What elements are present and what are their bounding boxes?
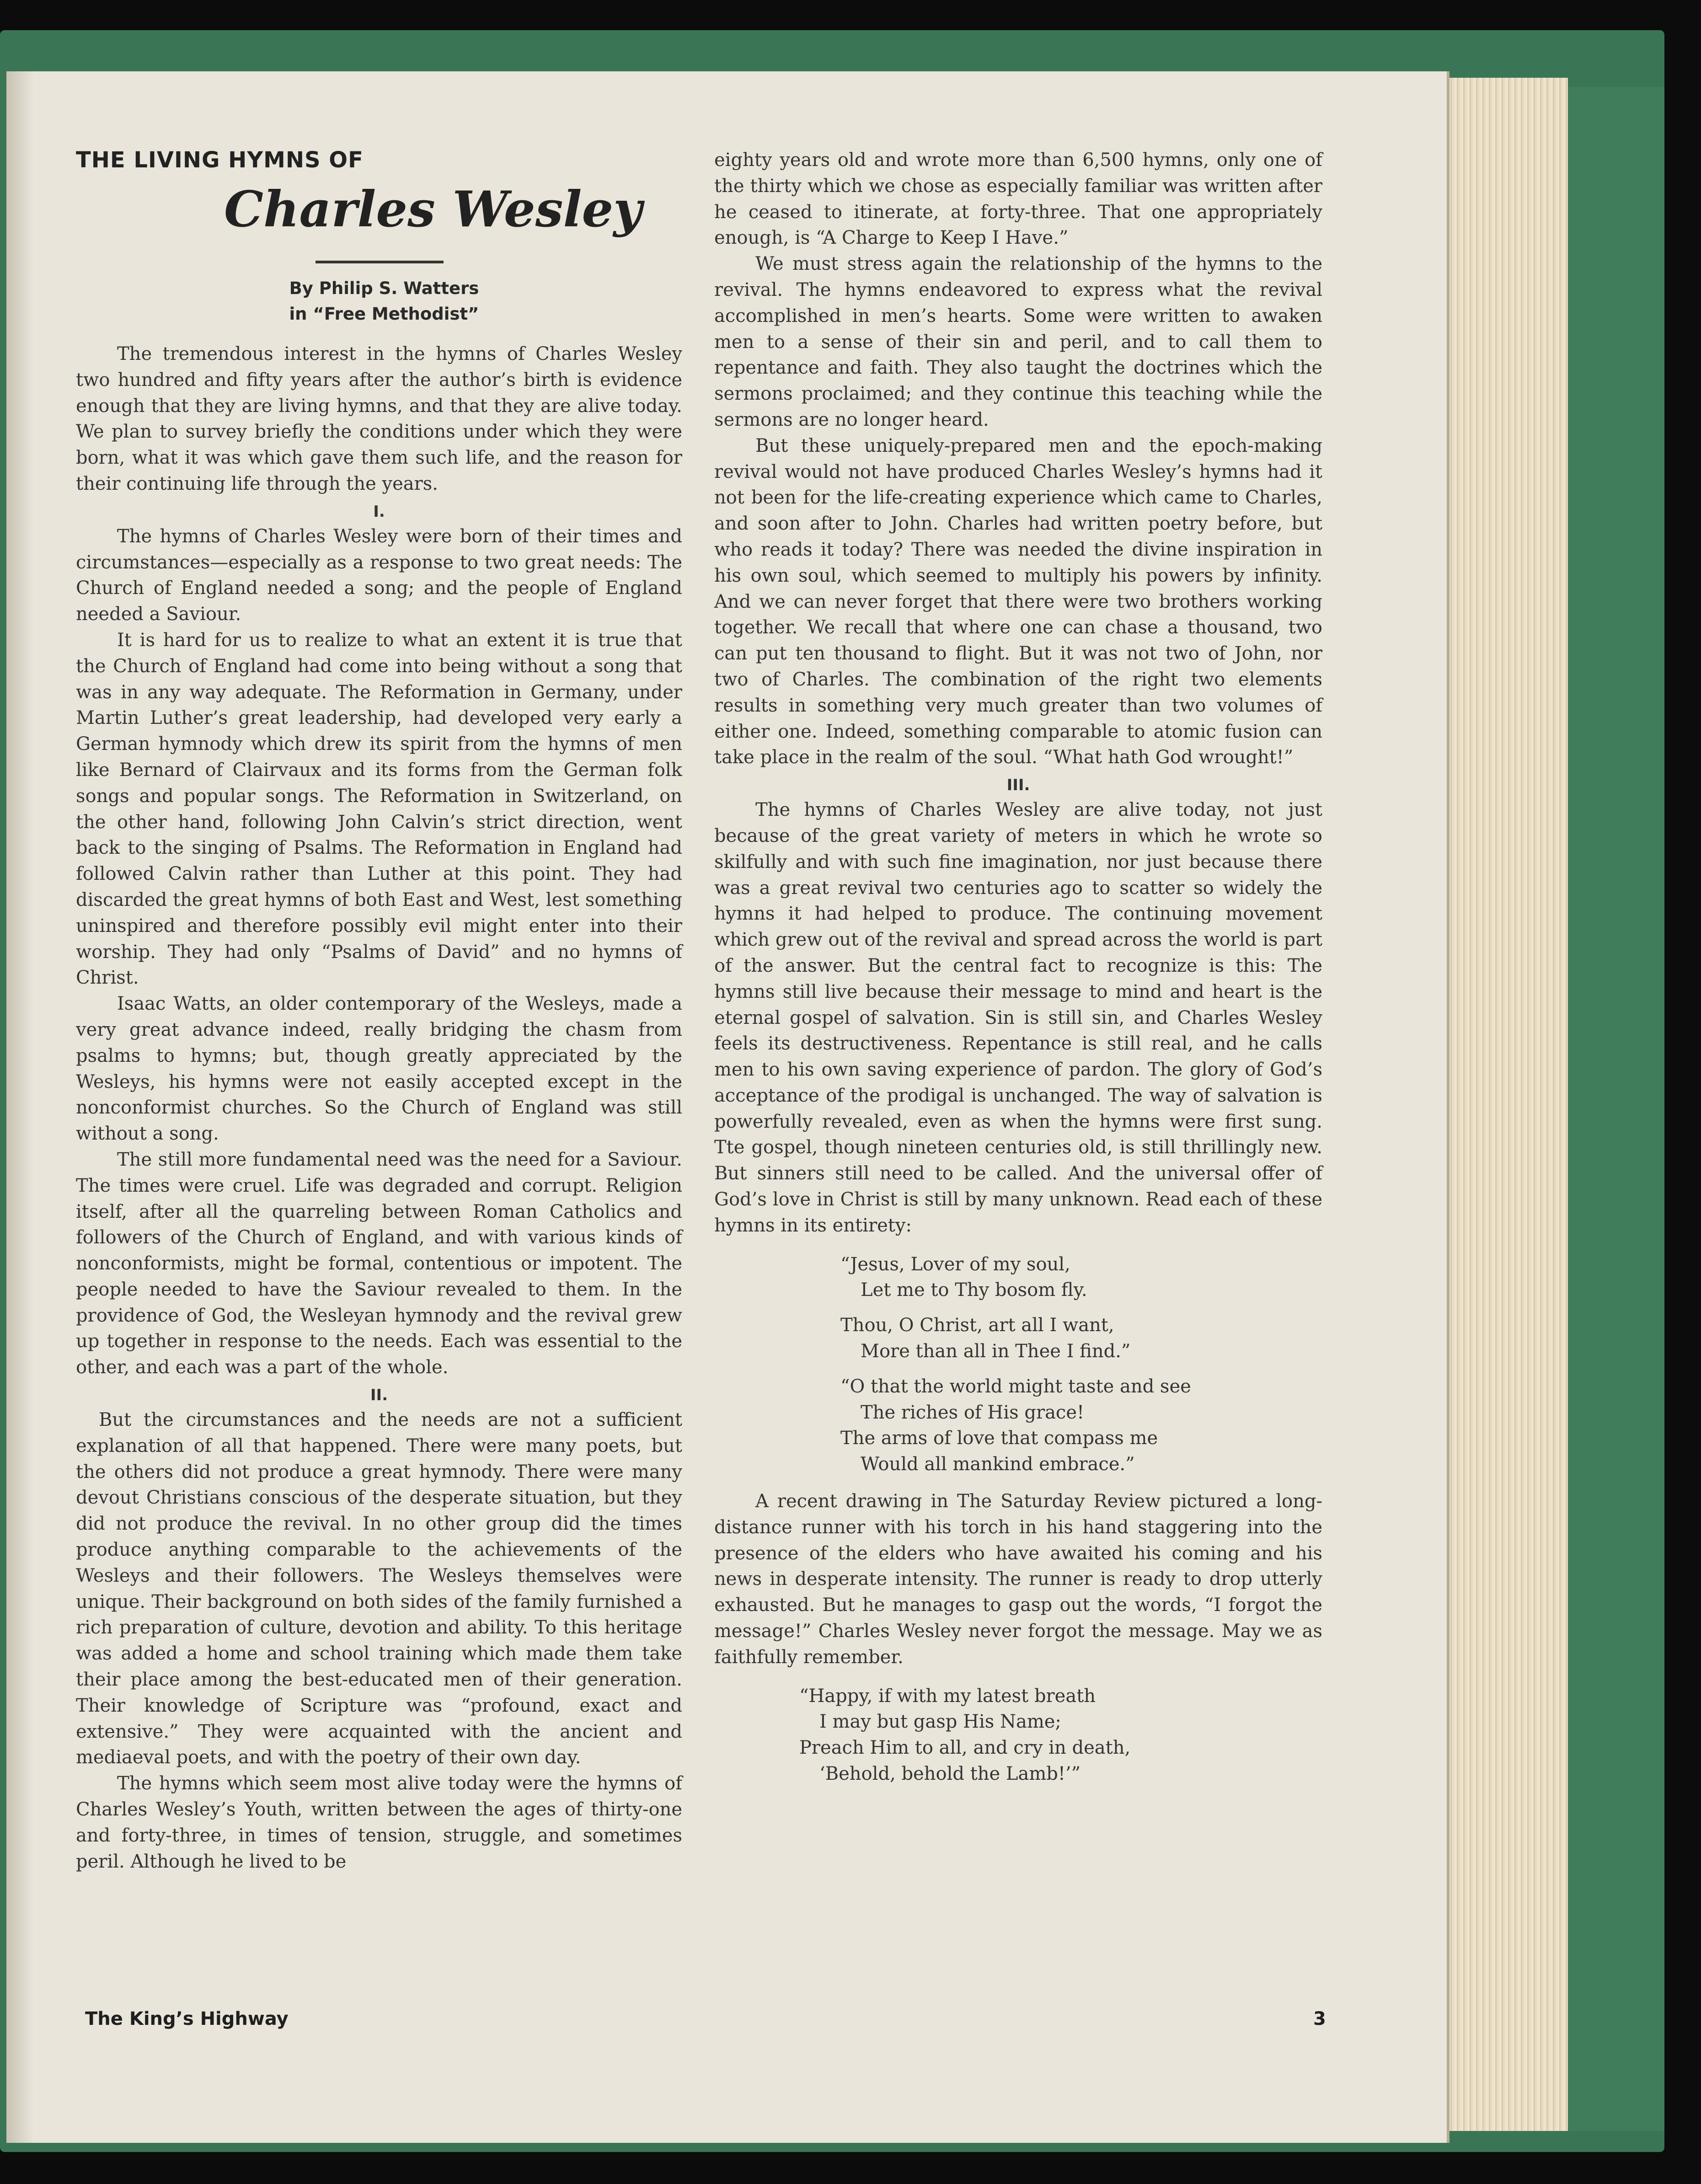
paragraph: eighty years old and wrote more than 6,500 hymns, only one of the thirty which we chose as especially familiar was written after he ceased to itinerate, at forty-three. That one appropriately enough, is “A Charge to Keep I Have.” (714, 150, 1322, 249)
paragraph: A recent drawing in The Saturday Review pictured a long-distance runner with his torch in his hand staggering into the presence of the elders who have awaited his coming and his news in desperate intensity. The runner is ready to drop utterly exhausted. But he manages to gasp out the words, “I forgot the message!” Charles Wesley never forgot the message. May we as faithfully remember. (714, 1491, 1322, 1668)
hymn-quote (714, 1683, 1322, 1787)
left-column (76, 341, 682, 1874)
page-number: 3 (1313, 2008, 1326, 2029)
poem-line: The riches of His grace! (861, 1402, 1085, 1423)
paragraph: The hymns which seem most alive today were the hymns of Charles Wesley’s Youth, written between the ages of thirty-one and forty-three, in times of tension, struggle, and sometimes peril. Although he lived to be (76, 1773, 682, 1872)
section-heading: III. (1006, 776, 1030, 795)
stanza (714, 1374, 1322, 1477)
stanza (714, 1252, 1322, 1304)
paragraph: Isaac Watts, an older contemporary of the Wesleys, made a very great advance indeed, really bridging the chasm from psalms to hymns; but, though greatly appreciated by the Wesleys, his hymns were not easily accepted except in the nonconformist churches. So the Church of England was still without a song. (76, 993, 682, 1145)
poem-line: I may but gasp His Name; (819, 1711, 1061, 1733)
section-heading: I. (373, 502, 385, 521)
title-rule (316, 261, 444, 263)
paragraph: But these uniquely-prepared men and the epoch-making revival would not have produced Charles Wesley’s hymns had it not been for the life-creating experience which came to Charles, and soon after to John. Charles had written poetry before, but who reads it today? There was needed the divine inspiration in his own soul, which seemed to multiply his powers by infinity. And we can never forget that there were two brothers working together. We recall that where one can chase a thousand, two can put ten thousand to flight. But it was not two of John, nor two of Charles. The combination of the right two elements results in something very much greater than two volumes of either one. Indeed, something comparable to atomic fusion can take place in the realm of the soul. “What hath God wrought!” (714, 435, 1322, 768)
poem-line: “O that the world might taste and see (840, 1376, 1191, 1397)
book-cover-edge (1552, 87, 1664, 2131)
paragraph: The tremendous interest in the hymns of Charles Wesley two hundred and fifty years after the author’s birth is evidence enough that they are living hymns, and that they are alive today. We plan to survey briefly the conditions under which they were born, what it was which gave them such life, and the reason for their continuing life through the years. (76, 343, 682, 494)
paragraph: The still more fundamental need was the need for a Saviour. The times were cruel. Life was degraded and corrupt. Religion itself, after all the quarreling between Roman Catholics and followers of the Church of England, and with various kinds of nonconformists, might be formal, contentious or impotent. The people needed to have the Saviour revealed to them. In the providence of God, the Wesleyan hymnody and the revival grew up together in response to the needs. Each was essential to the other, and each was a part of the whole. (76, 1149, 682, 1378)
poem-line: Let me to Thy bosom fly. (861, 1279, 1087, 1301)
poem-line: More than all in Thee I find.” (861, 1341, 1131, 1362)
paragraph: The hymns of Charles Wesley were born of their times and circumstances—especially as a response to two great needs: The Church of England needed a song; and the people of England needed a Saviour. (76, 525, 682, 625)
spine-shadow (6, 71, 34, 2143)
byline-author: By Philip S. Watters (289, 278, 479, 298)
poem-line: Preach Him to all, and cry in death, (799, 1737, 1131, 1759)
byline-source: in “Free Methodist” (289, 304, 479, 324)
paragraph: It is hard for us to realize to what an extent it is true that the Church of England had come into being without a song that was in any way adequate. The Reformation in Germany, under Martin Luther’s great leadership, had developed very early a German hymnody which drew its spirit from the hymns of men like Bernard of Clairvaux and its forms from the German folk songs and popular songs. The Reformation in Switzerland, on the other hand, following John Calvin’s strict direction, went back to the singing of Psalms. The Reformation in England had followed Calvin rather than Luther at this point. They had discarded the great hymns of both East and West, lest something uninspired and therefore possibly evil might enter into their worship. They had only “Psalms of David” and no hymns of Christ. (76, 629, 682, 989)
footer-publication: The King’s Highway (85, 2008, 289, 2029)
article-kicker: THE LIVING HYMNS OF (76, 147, 364, 173)
paragraph: The hymns of Charles Wesley are alive today, not just because of the great variety of meters in which he wrote so skilfully and with such fine imagination, nor just because there was a great revival two centuries ago to scatter so widely the hymns it had helped to produce. The continuing movement which grew out of the revival and spread across the world is part of the answer. But the central fact to recognize is this: The hymns still live because their message to mind and heart is the eternal gospel of salvation. Sin is still sin, and Charles Wesley feels its destructiveness. Repentance is still real, and he calls men to his own saving experience of pardon. The glory of God’s acceptance of the prodigal is unchanged. The way of salvation is powerfully revealed, even as when the hymns were first sung. Tte gospel, though nineteen centuries old, is still thrillingly new. But sinners still need to be called. And the universal offer of God’s love in Christ is still by many unknown. Read each of these hymns in its entirety: (714, 799, 1322, 1236)
poem-line: “Jesus, Lover of my soul, (840, 1253, 1070, 1275)
stanza (714, 1312, 1322, 1365)
poem-line: Would all mankind embrace.” (861, 1454, 1135, 1475)
hymn-quote (714, 1252, 1322, 1477)
right-column (714, 147, 1322, 1798)
paragraph: But the circumstances and the needs are not a sufficient explanation of all that happened. There were many poets, but the others did not produce a great hymnody. There were many devout Christians conscious of the desperate situation, but they did not produce the revival. In no other group did the times produce anything comparable to the achievements of the Wesleys and their followers. The Wesleys themselves were unique. Their background on both sides of the family furnished a rich preparation of culture, devotion and ability. To this heritage was added a home and school training which made them take their place among the best-educated men of their generation. Their knowledge of Scripture was “profound, exact and extensive.” They were acquainted with the ancient and mediaeval poets, and with the poetry of their own day. (76, 1409, 682, 1768)
poem-line: ‘Behold, behold the Lamb!’” (819, 1763, 1081, 1785)
poem-line: “Happy, if with my latest breath (799, 1685, 1096, 1707)
article-title: Charles Wesley (224, 181, 642, 238)
poem-line: The arms of love that compass me (840, 1428, 1158, 1449)
byline (206, 276, 562, 327)
poem-line: Thou, O Christ, art all I want, (840, 1315, 1114, 1336)
paragraph: We must stress again the relationship of the hymns to the revival. The hymns endeavored to express what the revival accomplished in men’s hearts. Some were written to awaken men to a sense of their sin and peril, and to call them to repentance and faith. They also taught the doctrines which the sermons proclaimed; and they continue this teaching while the sermons are no longer heard. (714, 253, 1322, 430)
section-heading: II. (370, 1386, 388, 1405)
